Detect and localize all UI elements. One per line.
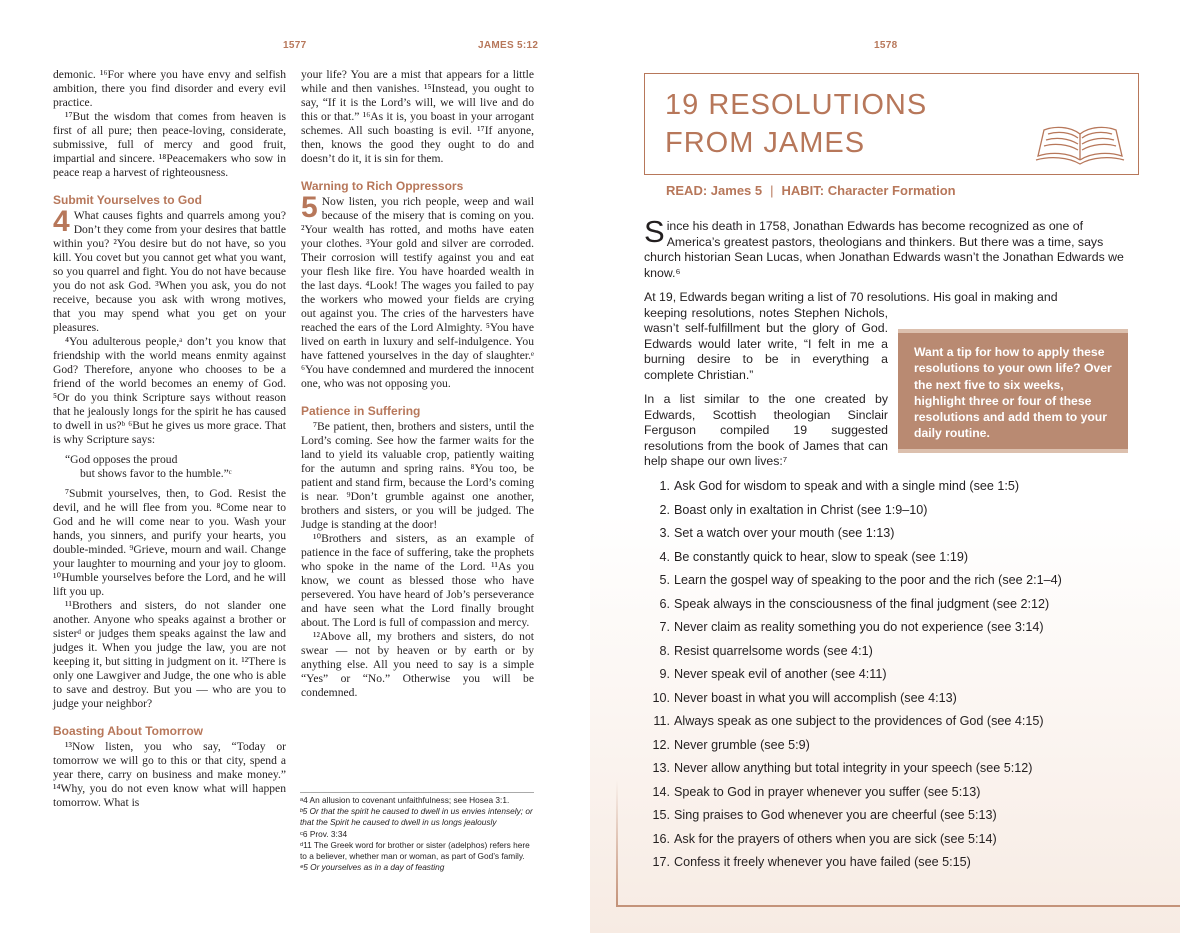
feature-title-box — [644, 73, 1139, 175]
footnote: ᵇ5 Or that the spirit he caused to dwell in us envies intensely; or that the Spirit he caused to dwell in us longs jealously — [300, 806, 533, 828]
verse-paragraph: ⁷Be patient, then, brothers and sisters, until the Lord’s coming. See how the farmer waits for the land to yield its valuable crop, patiently waiting for the autumn and spring rains. ⁸You too, be patient and stand firm, because the Lord’s coming is near. ⁹Don’t grumble against one another, brothers and sisters, or you will be judged. The Judge is standing at the door! — [301, 420, 534, 531]
resolution-number: 10. — [652, 690, 670, 705]
resolution-text: Sing praises to God whenever you are cheerful (see 5:13) — [674, 808, 997, 822]
verse-paragraph: ¹¹Brothers and sisters, do not slander one another. Anyone who speaks against a brother or sisterᵈ or judges them speaks against the law and judges it. When you judge the law, you are not keeping it, but sitting in judgment on it. ¹²There is only one Lawgiver and Judge, the one who is able to save and destroy. But you — who are you to judge your neighbor? — [53, 599, 286, 710]
resolution-item — [644, 760, 1134, 784]
resolution-number: 6. — [659, 596, 670, 611]
resolution-number: 13. — [652, 761, 670, 775]
resolution-number: 5. — [659, 573, 670, 587]
intro-text: ince his death in 1758, Jonathan Edwards has become recognized as one of America’s greatest pastors, theologians and thinkers. But there was a time, says church historian Sean Lucas, when Jonathan Edwards wasn’t the Jonathan Edwards we know.⁶ — [644, 219, 1124, 280]
resolution-number: 15. — [652, 808, 670, 822]
resolution-text: Speak always in the consciousness of the final judgment (see 2:12) — [674, 596, 1050, 611]
chapter-number: 4 — [53, 205, 70, 238]
page-border-bottom — [616, 905, 1180, 907]
text-column-2 — [301, 68, 534, 700]
feature-title — [665, 86, 927, 162]
resolution-text: Learn the gospel way of speaking to the poor and the rich (see 2:1–4) — [674, 573, 1062, 587]
resolution-number: 9. — [659, 667, 670, 681]
resolution-number: 8. — [659, 643, 670, 658]
resolution-item — [644, 502, 1134, 526]
resolution-number: 2. — [659, 502, 670, 517]
resolution-item — [644, 737, 1134, 761]
section-heading: Submit Yourselves to God — [53, 193, 202, 207]
resolution-number: 7. — [659, 620, 670, 634]
resolution-number: 12. — [652, 737, 670, 752]
verse-paragraph: ¹²Above all, my brothers and sisters, do not swear — not by heaven or by earth or by anything else. All you need to say is a simple “Yes” or “No.” Otherwise you will be condemned. — [301, 630, 534, 699]
resolution-text: Boast only in exaltation in Christ (see 1:9–10) — [674, 502, 928, 517]
resolution-text: Confess it freely whenever you have failed (see 5:15) — [674, 855, 971, 869]
quote-line: but shows favor to the humble.”ᶜ — [80, 467, 232, 480]
verse-paragraph: ⁷Submit yourselves, then, to God. Resist the devil, and he will flee from you. ⁸Come near to God and he will come near to you. Wash your hands, you sinners, and purify your hearts, you double-minded. ⁹Grieve, mourn and wail. Change your laughter to mourning and your joy to gloom. ¹⁰Humble yourselves before the Lord, and he will lift you up. — [53, 487, 286, 598]
read-habit-bar — [666, 183, 956, 198]
resolution-item — [644, 478, 1134, 502]
verse-text: Now listen, you rich people, weep and wail because of the misery that is coming on you. ²Your wealth has rotted, and moths have eaten your clothes. ³Your gold and silver are corroded. Their corrosion will testify against you and eat your flesh like fire. You have hoarded wealth in the last days. ⁴Look! The wages you failed to pay the workers who mowed your fields are crying out against you. The cries of the harvesters have reached the ears of the Lord Almighty. ⁵You have lived on earth in luxury and self-indulgence. You have fattened yourselves in the day of slaughter.ᵉ ⁶You have condemned and murdered the innocent one, who was not opposing you. — [301, 195, 534, 390]
body-text: keeping resolutions, notes Stephen Nichols, wasn’t self-fulfillment but the glory of God. Edwards would later write, “I felt in me a burning desire to be in everything a complete Christian.” — [644, 305, 888, 382]
resolution-text: Set a watch over your mouth (see 1:13) — [674, 526, 895, 540]
resolution-item — [644, 831, 1134, 855]
tip-callout: Want a tip for how to apply these resolutions to your own life? Over the next five to six weeks, highlight three or four of these resolutions and add them to your daily routine. — [898, 329, 1128, 453]
resolution-text: Never boast in what you will accomplish (see 4:13) — [674, 690, 957, 705]
resolution-item — [644, 525, 1134, 549]
habit-label: HABIT: — [781, 183, 825, 198]
resolution-item — [644, 643, 1134, 667]
resolution-number: 16. — [652, 831, 670, 846]
habit-value: Character Formation — [827, 183, 956, 198]
resolution-number: 3. — [659, 526, 670, 540]
scripture-quote — [53, 453, 286, 481]
footnote: ᶜ6 Prov. 3:34 — [300, 828, 348, 839]
verse-paragraph: demonic. ¹⁶For where you have envy and selfish ambition, there you find disorder and every evil practice. — [53, 68, 286, 109]
verse-paragraph: your life? You are a mist that appears for a little while and then vanishes. ¹⁵Instead, you ought to say, “If it is the Lord’s will, we will live and do this or that.” ¹⁶As it is, you boast in your arrogant schemes. All such boasting is evil. ¹⁷If anyone, then, knows the good they ought to do and doesn’t do it, it is sin for them. — [301, 68, 534, 165]
resolution-number: 17. — [652, 855, 670, 869]
footnote: ᵉ5 Or yourselves as in a day of feasting — [300, 862, 445, 873]
resolution-item — [644, 713, 1134, 737]
resolution-item — [644, 619, 1134, 643]
page-number-right: 1578 — [874, 40, 898, 51]
resolution-item — [644, 807, 1134, 831]
verse-paragraph: ¹⁰Brothers and sisters, as an example of patience in the face of suffering, take the prophets who spoke in the name of the Lord. ¹¹As you know, we count as blessed those who have persevered. You have heard of Job’s perseverance and have seen what the Lord finally brought about. The Lord is full of compassion and mercy. — [301, 532, 534, 629]
right-page — [590, 0, 1180, 933]
verse-text: What causes fights and quarrels among you? Don’t they come from your desires that battle within you? ²You desire but do not have, so you kill. You covet but you cannot get what you want, so you quarrel and fight. You do not have because you do not ask God. ³When you ask, you do not receive, because you ask with wrong motives, that you may spend what you get on your pleasures. — [53, 209, 286, 334]
resolution-text: Never grumble (see 5:9) — [674, 737, 810, 752]
resolution-text: Be constantly quick to hear, slow to speak (see 1:19) — [674, 549, 969, 564]
footnotes — [300, 792, 534, 873]
verse-paragraph: ⁴You adulterous people,ᵃ don’t you know that friendship with the world means enmity against God? Therefore, anyone who chooses to be a friend of the world becomes an enemy of God. ⁵Or do you think Scripture says without reason that he jealously longs for the spirit he has caused to dwell in us?ᵇ ⁶But he gives us more grace. That is why Scripture says: — [53, 335, 286, 446]
resolution-number: 1. — [659, 479, 670, 493]
separator: | — [770, 183, 774, 198]
drop-cap: S — [644, 214, 665, 249]
chapter-number: 5 — [301, 191, 318, 224]
text-column-1 — [53, 68, 286, 810]
resolution-item — [644, 666, 1134, 690]
read-label: READ: — [666, 183, 708, 198]
section-heading: Boasting About Tomorrow — [53, 724, 203, 738]
body-paragraph — [644, 392, 888, 470]
resolution-text: Never speak evil of another (see 4:11) — [674, 667, 887, 681]
chapter-paragraph — [301, 191, 534, 391]
quote-line: “God opposes the proud — [65, 453, 178, 466]
intro-paragraph — [644, 214, 1128, 281]
page-number-left: 1577 — [283, 40, 307, 51]
body-line: At 19, Edwards began writing a list of 70 resolutions. His goal in making and — [644, 290, 1058, 304]
resolution-text: Always speak as one subject to the providences of God (see 4:15) — [674, 714, 1044, 728]
section-heading: Patience in Suffering — [301, 404, 421, 418]
resolution-item — [644, 596, 1134, 620]
body-text: In a list similar to the one created by Edwards, Scottish theologian Sinclair Ferguson compiled 19 suggested resolutions from the book of James that can help shape our own lives:⁷ — [644, 392, 888, 469]
resolution-number: 11. — [653, 714, 670, 728]
resolution-item — [644, 854, 1134, 878]
open-book-icon — [1034, 120, 1126, 166]
footnote: ᵃ4 An allusion to covenant unfaithfulness; see Hosea 3:1. — [300, 795, 510, 805]
resolution-text: Speak to God in prayer whenever you suffer (see 5:13) — [674, 784, 981, 799]
verse-paragraph: ¹³Now listen, you who say, “Today or tomorrow we will go to this or that city, spend a year there, carry on business and make money.” ¹⁴Why, you do not even know what will happen tomorrow. What is — [53, 740, 286, 809]
resolutions-list — [644, 478, 1134, 878]
footnote: ᵈ11 The Greek word for brother or sister (adelphos) refers here to a believer, whether man or woman, as part of God’s family. — [300, 839, 530, 862]
read-value: James 5 — [710, 183, 763, 198]
chapter-paragraph — [53, 205, 286, 335]
section-heading: Warning to Rich Oppressors — [301, 179, 464, 193]
resolution-item — [644, 572, 1134, 596]
title-line: 19 RESOLUTIONS — [665, 89, 928, 121]
resolution-item — [644, 690, 1134, 714]
resolution-number: 4. — [659, 549, 670, 564]
resolution-text: Never claim as reality something you do not experience (see 3:14) — [674, 620, 1044, 634]
resolution-text: Ask God for wisdom to speak and with a single mind (see 1:5) — [674, 479, 1020, 493]
verse-paragraph: ¹⁷But the wisdom that comes from heaven is first of all pure; then peace-loving, considerate, submissive, full of mercy and good fruit, impartial and sincere. ¹⁸Peacemakers who sow in peace reap a harvest of righteousness. — [53, 110, 286, 179]
page-border-left — [616, 780, 618, 906]
resolution-text: Ask for the prayers of others when you are sick (see 5:14) — [674, 831, 997, 846]
resolution-number: 14. — [652, 784, 670, 799]
resolution-item — [644, 784, 1134, 808]
title-line: FROM JAMES — [665, 127, 866, 159]
resolution-text: Resist quarrelsome words (see 4:1) — [674, 643, 873, 658]
resolution-item — [644, 549, 1134, 573]
running-head: JAMES 5:12 — [478, 40, 539, 51]
resolution-text: Never allow anything but total integrity in your speech (see 5:12) — [674, 761, 1033, 775]
